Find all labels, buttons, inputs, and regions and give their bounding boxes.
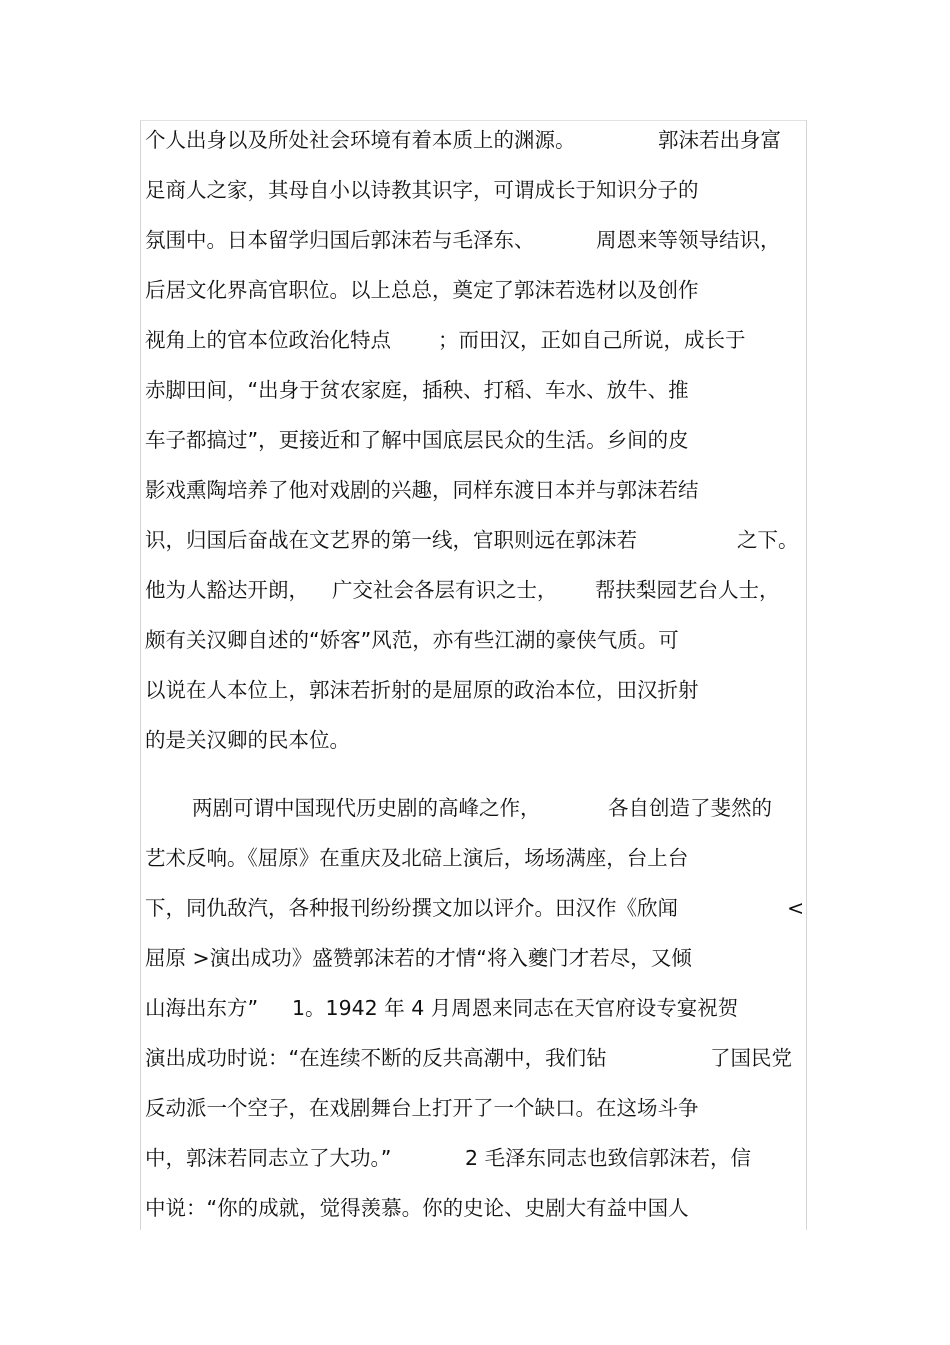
text-segment: 以说在人本位上，郭沫若折射的是屈原的政治本位，田汉折射 [145,678,699,702]
text-segment: 广交社会各层有识之士， [332,578,558,602]
text-segment: 的是关汉卿的民本位。 [145,728,350,752]
text-line [145,725,350,755]
text-line [145,225,781,255]
page-right-border [806,120,807,1230]
text-segment: 山海出东方” [145,996,259,1020]
text-line [145,575,780,605]
text-segment: 屈原 >演出成功》盛赞郭沫若的才情“将入夔门才若尽，又倾 [145,946,692,970]
text-segment: 1。1942 年 4 月周恩来同志在天官府设专宴祝贺 [292,996,739,1020]
text-segment: 车子都搞过”，更接近和了解中国底层民众的生活。乡间的皮 [145,428,689,452]
text-segment: 他为人豁达开朗， [145,578,309,602]
text-line [145,1143,752,1173]
text-line [145,375,689,405]
text-segment: ；而田汉，正如自己所说，成长于 [438,328,746,352]
text-segment: 艺术反响。《屈原》在重庆及北碚上演后，场场满座，台上台 [145,846,689,870]
text-segment: 2 毛泽东同志也致信郭沫若，信 [465,1146,752,1170]
text-line [145,475,699,505]
text-segment: 下，同仇敌汽，各种报刊纷纷撰文加以评介。田汉作《欣闻 [145,896,678,920]
text-segment: 中说：“你的成就，觉得羡慕。你的史论、史剧大有益中国人 [145,1196,689,1220]
text-line [145,1093,699,1123]
text-segment: 视角上的官本位政治化特点 [145,328,391,352]
text-segment: 赤脚田间，“出身于贫农家庭，插秧、打稻、车水、放牛、推 [145,378,689,402]
text-line [145,325,746,355]
text-line [145,625,679,655]
text-segment: 演出成功时说：“在连续不断的反共高潮中，我们钻 [145,1046,607,1070]
text-segment: 颇有关汉卿自述的“娇客”风范，亦有些江湖的豪侠气质。可 [145,628,679,652]
text-line [145,675,699,705]
text-line [145,793,772,823]
text-segment: 两剧可谓中国现代历史剧的高峰之作， [192,796,541,820]
text-segment: 帮扶梨园艺台人士， [595,578,780,602]
text-segment: 影戏熏陶培养了他对戏剧的兴趣，同样东渡日本并与郭沫若结 [145,478,699,502]
text-line [145,943,692,973]
page-left-border [140,120,141,1230]
text-segment: 氛围中。日本留学归国后郭沫若与毛泽东、 [145,228,535,252]
text-segment: 各自创造了斐然的 [608,796,772,820]
text-segment: < [787,896,805,920]
text-segment: 反动派一个空子，在戏剧舞台上打开了一个缺口。在这场斗争 [145,1096,699,1120]
text-line [145,125,781,155]
text-line [145,175,699,205]
page-top-border [140,120,806,121]
text-line [145,893,805,923]
text-line [145,1193,689,1223]
text-segment: 个人出身以及所处社会环境有着本质上的渊源。 [145,128,576,152]
text-line [145,993,739,1023]
text-segment: 中，郭沫若同志立了大功。” [145,1146,392,1170]
text-line [145,1043,792,1073]
text-segment: 后居文化界高官职位。以上总总，奠定了郭沫若选材以及创作 [145,278,699,302]
text-segment: 足商人之家，其母自小以诗教其识字，可谓成长于知识分子的 [145,178,699,202]
text-segment: 识，归国后奋战在文艺界的第一线，官职则远在郭沫若 [145,528,637,552]
text-segment: 周恩来等领导结识， [596,228,781,252]
text-segment: 之下。 [737,528,799,552]
text-line [145,425,689,455]
text-segment: 郭沫若出身富 [658,128,781,152]
text-line [145,275,699,305]
text-segment: 了国民党 [710,1046,792,1070]
text-line [145,843,689,873]
text-line [145,525,799,555]
